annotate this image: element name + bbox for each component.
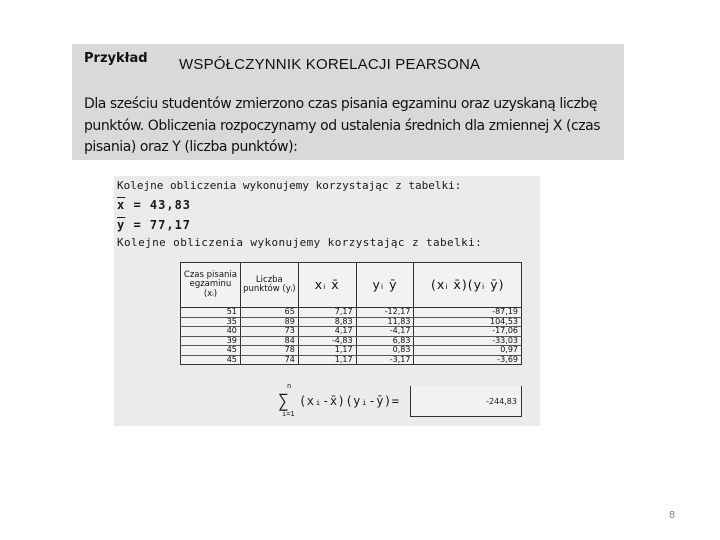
mean-y-symbol: $\overline{y}$: [117, 218, 126, 232]
table-cell: 73: [240, 327, 298, 337]
table-cell: 74: [240, 355, 298, 365]
table-cell: 1,17: [298, 355, 356, 365]
mean-y-value: = 77,17: [125, 218, 192, 232]
sum-box: [410, 386, 522, 417]
scanned-calculation: [114, 176, 540, 426]
header-box: [72, 44, 624, 160]
table-cell: -3,17: [356, 355, 414, 365]
slide-title: WSPÓŁCZYNNIK KORELACJI PEARSONA: [179, 56, 481, 73]
header-product: (xᵢ x̄)(yᵢ ȳ): [414, 263, 522, 308]
table-body: [181, 308, 522, 365]
header-y-dev: yᵢ ȳ: [356, 263, 414, 308]
sigma-symbol: ∑: [278, 391, 289, 412]
mean-x-symbol: $\overline{x}$: [117, 198, 126, 212]
table-cell: 11,83: [356, 317, 414, 327]
header-x: Czas pisania egzaminu (xᵢ): [181, 263, 241, 308]
table-cell: 84: [240, 336, 298, 346]
table-cell: -4,83: [298, 336, 356, 346]
table-cell: 8,83: [298, 317, 356, 327]
scan-repeat-line: Kolejne obliczenia wykonujemy korzystając z tabelki:: [117, 236, 483, 249]
table-cell: -87,19: [414, 308, 522, 318]
header-x-dev: xᵢ x̄: [298, 263, 356, 308]
table-cell: 45: [181, 355, 241, 365]
table-row: [181, 327, 522, 337]
calculation-table: [180, 262, 522, 365]
table-cell: 7,17: [298, 308, 356, 318]
table-cell: 1,17: [298, 346, 356, 356]
table-cell: -12,17: [356, 308, 414, 318]
mean-x-value: = 43,83: [125, 198, 192, 212]
table-cell: 35: [181, 317, 241, 327]
table-cell: -17,06: [414, 327, 522, 337]
table-cell: -4,17: [356, 327, 414, 337]
table-cell: 51: [181, 308, 241, 318]
table-cell: 4,17: [298, 327, 356, 337]
sigma-upper-limit: n: [287, 382, 292, 390]
table-cell: 89: [240, 317, 298, 327]
sum-row: [274, 382, 522, 418]
table-row: [181, 346, 522, 356]
scan-intro-line: Kolejne obliczenia wykonujemy korzystając z tabelki:: [117, 179, 462, 192]
table-cell: 39: [181, 336, 241, 346]
table-cell: 104,53: [414, 317, 522, 327]
example-label: Przykład: [84, 51, 148, 66]
table-cell: 40: [181, 327, 241, 337]
sum-value: -244,83: [486, 397, 517, 406]
table-cell: -33,03: [414, 336, 522, 346]
header-y: Liczba punktów (yᵢ): [240, 263, 298, 308]
mean-x: [117, 198, 191, 212]
table-cell: 65: [240, 308, 298, 318]
page-number: 8: [668, 510, 676, 521]
table-cell: 0,83: [356, 346, 414, 356]
sum-expression: (xᵢ-x̄)(yᵢ-ȳ)=: [299, 394, 400, 408]
table-cell: 78: [240, 346, 298, 356]
table-cell: -3,69: [414, 355, 522, 365]
table-cell: 6,83: [356, 336, 414, 346]
mean-y: [117, 218, 191, 232]
table-cell: 0,97: [414, 346, 522, 356]
table-header-row: [181, 263, 522, 308]
table-row: [181, 355, 522, 365]
table-cell: 45: [181, 346, 241, 356]
intro-text: Dla sześciu studentów zmierzono czas pisania egzaminu oraz uzyskaną liczbę punktów. Obliczenia rozpoczynamy od ustalenia średnich dla zmiennej X (czas pisania) oraz Y (liczba punktów):: [84, 96, 601, 155]
table-row: [181, 308, 522, 318]
sigma-lower-limit: i=1: [282, 410, 295, 418]
